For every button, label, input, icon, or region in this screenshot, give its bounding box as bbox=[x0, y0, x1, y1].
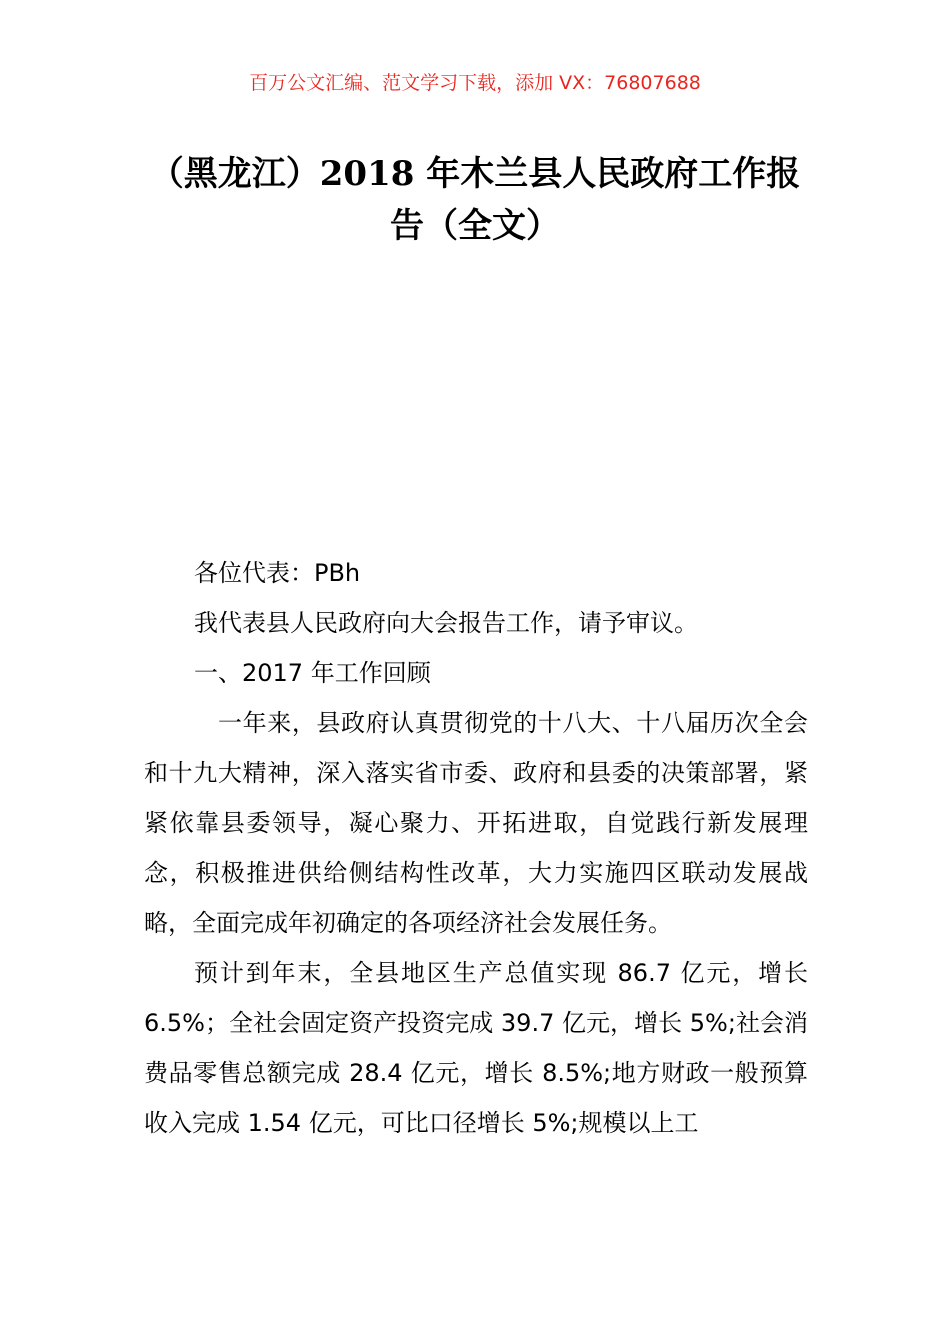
paragraph-review: 一年来，县政府认真贯彻党的十八大、十八届历次全会和十九大精神，深入落实省市委、政府和县委的决策部署，紧紧依靠县委领导，凝心聚力、开拓进取，自觉践行新发展理念，积极推进供给侧结构性改革，大力实施四区联动发展战略，全面完成年初确定的各项经济社会发展任务。 bbox=[144, 709, 808, 937]
document-title: （黑龙江）2018 年木兰县人民政府工作报告（全文） bbox=[149, 154, 801, 246]
salutation: 各位代表：PBh bbox=[194, 559, 361, 587]
section-heading: 一、2017 年工作回顾 bbox=[194, 659, 431, 687]
intro-paragraph: 我代表县人民政府向大会报告工作，请予审议。 bbox=[194, 609, 698, 637]
header-note: 百万公文汇编、范文学习下载，添加 VX：76807688 bbox=[249, 72, 701, 94]
document-body bbox=[144, 548, 808, 1148]
paragraph-statistics: 预计到年末，全县地区生产总值实现 86.7 亿元，增长 6.5%；全社会固定资产投资完成 39.7 亿元，增长 5%;社会消费品零售总额完成 28.4 亿元，增长 8.5%;地方财政一般预算收入完成 1.54 亿元，可比口径增长 5%;规模以上工 bbox=[144, 959, 808, 1137]
